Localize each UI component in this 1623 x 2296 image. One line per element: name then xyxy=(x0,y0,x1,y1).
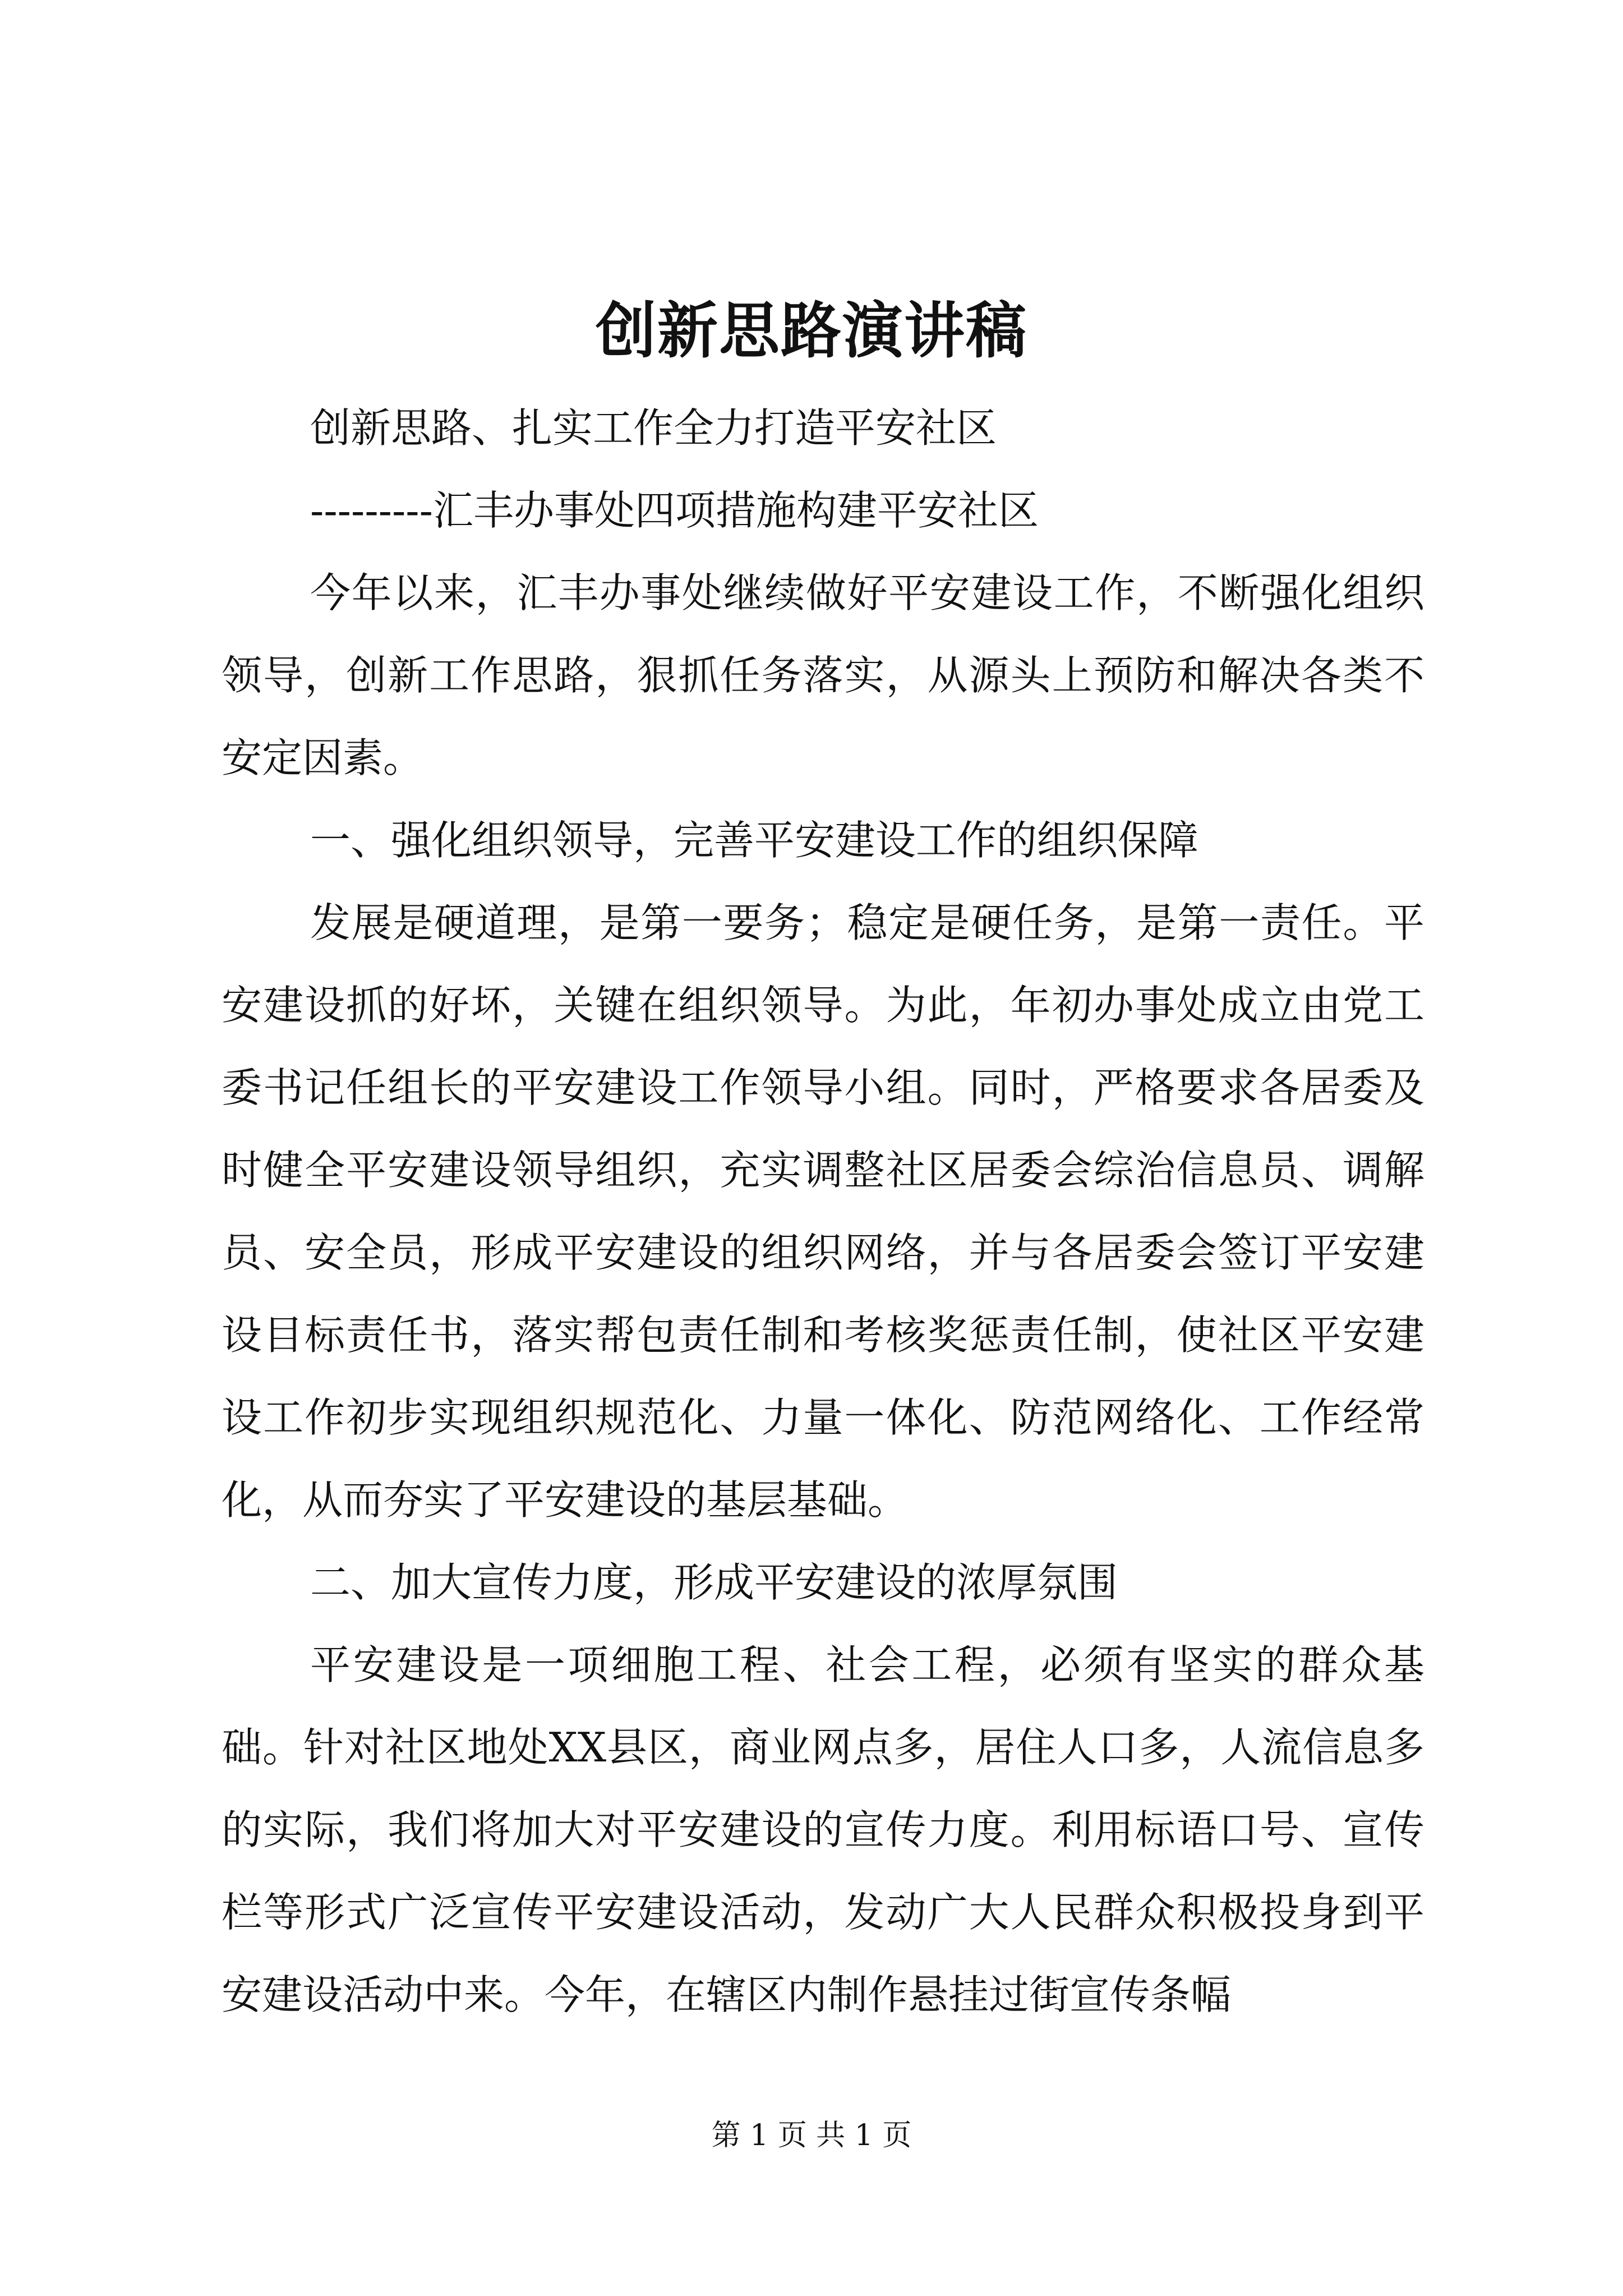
document-body xyxy=(222,387,1424,2036)
intro-paragraph: 今年以来，汇丰办事处继续做好平安建设工作，不断强化组织领导，创新工作思路，狠抓任务落实，从源头上预防和解决各类不安定因素。 xyxy=(222,569,1424,781)
subtitle-dash-line: ---------汇丰办事处四项措施构建平安社区 xyxy=(310,487,1039,534)
section-heading-2: 二、加大宣传力度，形成平安建设的浓厚氛围 xyxy=(310,1559,1118,1606)
page-footer: 第 1 页 共 1 页 xyxy=(711,2119,912,2152)
subtitle-line: 创新思路、扎实工作全力打造平安社区 xyxy=(310,404,997,452)
document-title: 创新思路演讲稿 xyxy=(595,296,1027,366)
section-1-paragraph: 发展是硬道理，是第一要务；稳定是硬任务，是第一责任。平安建设抓的好坏，关键在组织领导。为此，年初办事处成立由党工委书记任组长的平安建设工作领导小组。同时，严格要求各居委及时健全平安建设领导组织，充实调整社区居委会综治信息员、调解员、安全员，形成平安建设的组织网络，并与各居委会签订平安建设目标责任书，落实帮包责任制和考核奖惩责任制，使社区平安建设工作初步实现组织规范化、力量一体化、防范网络化、工作经常化，从而夯实了平安建设的基层基础。 xyxy=(222,899,1424,1524)
section-heading-1: 一、强化组织领导，完善平安建设工作的组织保障 xyxy=(310,817,1199,864)
section-2-paragraph: 平安建设是一项细胞工程、社会工程，必须有坚实的群众基础。针对社区地处XX县区，商业网点多，居住人口多，人流信息多的实际，我们将加大对平安建设的宣传力度。利用标语口号、宣传栏等形式广泛宣传平安建设活动，发动广大人民群众积极投身到平安建设活动中来。今年，在辖区内制作悬挂过街宣传条幅 xyxy=(222,1641,1424,2018)
